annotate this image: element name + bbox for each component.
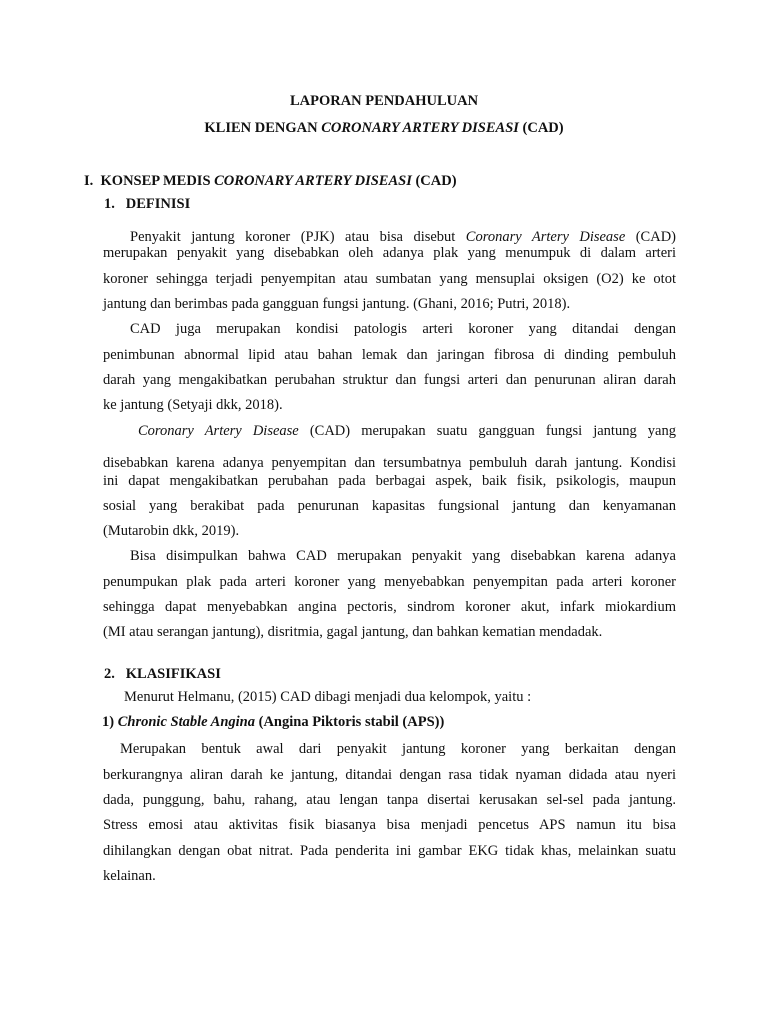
paragraph-line: disebabkan karena adanya penyempitan dan tersumbatnya pembuluh darah jantung. Kondisi	[103, 455, 676, 471]
paragraph-line: Coronary Artery Disease (CAD) merupakan suatu gangguan fungsi jantung yang	[138, 423, 676, 439]
paragraph-line: Stress emosi atau aktivitas fisik biasanya bisa menjadi pencetus APS namun itu bisa	[103, 817, 676, 833]
paragraph-line: kelainan.	[103, 868, 156, 884]
paragraph-line: jantung dan berimbas pada gangguan fungsi jantung. (Ghani, 2016; Putri, 2018).	[103, 296, 571, 312]
paragraph-line: penimbunan abnormal lipid atau bahan lemak dan jaringan fibrosa di dinding pembuluh	[103, 347, 676, 363]
paragraph-line: CAD juga merupakan kondisi patologis arteri koroner yang ditandai dengan	[130, 321, 676, 337]
paragraph-line: darah yang mengakibatkan perubahan struktur dan fungsi arteri dan penurunan aliran darah	[103, 372, 676, 388]
paragraph-line: koroner sehingga terjadi penyempitan atau sumbatan yang mensuplai oksigen (O2) ke otot	[103, 271, 676, 287]
paragraph-line: Menurut Helmanu, (2015) CAD dibagi menjadi dua kelompok, yaitu :	[124, 689, 532, 705]
paragraph-line: Bisa disimpulkan bahwa CAD merupakan penyakit yang disebabkan karena adanya	[130, 548, 676, 564]
document-title-line1: LAPORAN PENDAHULUAN	[289, 93, 479, 109]
section-heading: I. KONSEP MEDIS CORONARY ARTERY DISEASI (CAD)	[84, 173, 457, 189]
paragraph-line: ke jantung (Setyaji dkk, 2018).	[103, 397, 283, 413]
paragraph-line: (Mutarobin dkk, 2019).	[103, 523, 240, 539]
paragraph-line: Penyakit jantung koroner (PJK) atau bisa disebut Coronary Artery Disease (CAD)	[130, 229, 676, 245]
document-title-line2: KLIEN DENGAN CORONARY ARTERY DISEASI (CAD)	[204, 120, 564, 136]
paragraph-line: dada, punggung, bahu, rahang, atau lengan tanpa disertai kerusakan sel-sel pada jantung.	[103, 792, 676, 808]
paragraph-line: dihilangkan dengan obat nitrat. Pada penderita ini gambar EKG tidak khas, melainkan suatu	[103, 843, 676, 859]
paragraph-line: sosial yang berakibat pada penurunan kapasitas fungsional jantung dan kenyamanan	[103, 498, 676, 514]
list-item-heading: 1) Chronic Stable Angina (Angina Piktoris stabil (APS))	[102, 714, 445, 730]
paragraph-line: (MI atau serangan jantung), disritmia, gagal jantung, dan bahkan kematian mendadak.	[103, 624, 603, 640]
paragraph-line: ini dapat mengakibatkan perubahan pada berbagai aspek, baik fisik, psikologis, maupun	[103, 473, 676, 489]
subsection-heading-definisi: 1. DEFINISI	[104, 196, 191, 212]
subsection-heading-klasifikasi: 2. KLASIFIKASI	[104, 666, 221, 682]
paragraph-line: Merupakan bentuk awal dari penyakit jantung koroner yang berkaitan dengan	[120, 741, 676, 757]
paragraph-line: merupakan penyakit yang disebabkan oleh adanya plak yang menumpuk di dalam arteri	[103, 245, 676, 261]
paragraph-line: penumpukan plak pada arteri koroner yang menyebabkan penyempitan pada arteri koroner	[103, 574, 676, 590]
paragraph-line: sehingga dapat menyebabkan angina pectoris, sindrom koroner akut, infark miokardium	[103, 599, 676, 615]
paragraph-line: berkurangnya aliran darah ke jantung, ditandai dengan rasa tidak nyaman didada atau nyeri	[103, 767, 676, 783]
